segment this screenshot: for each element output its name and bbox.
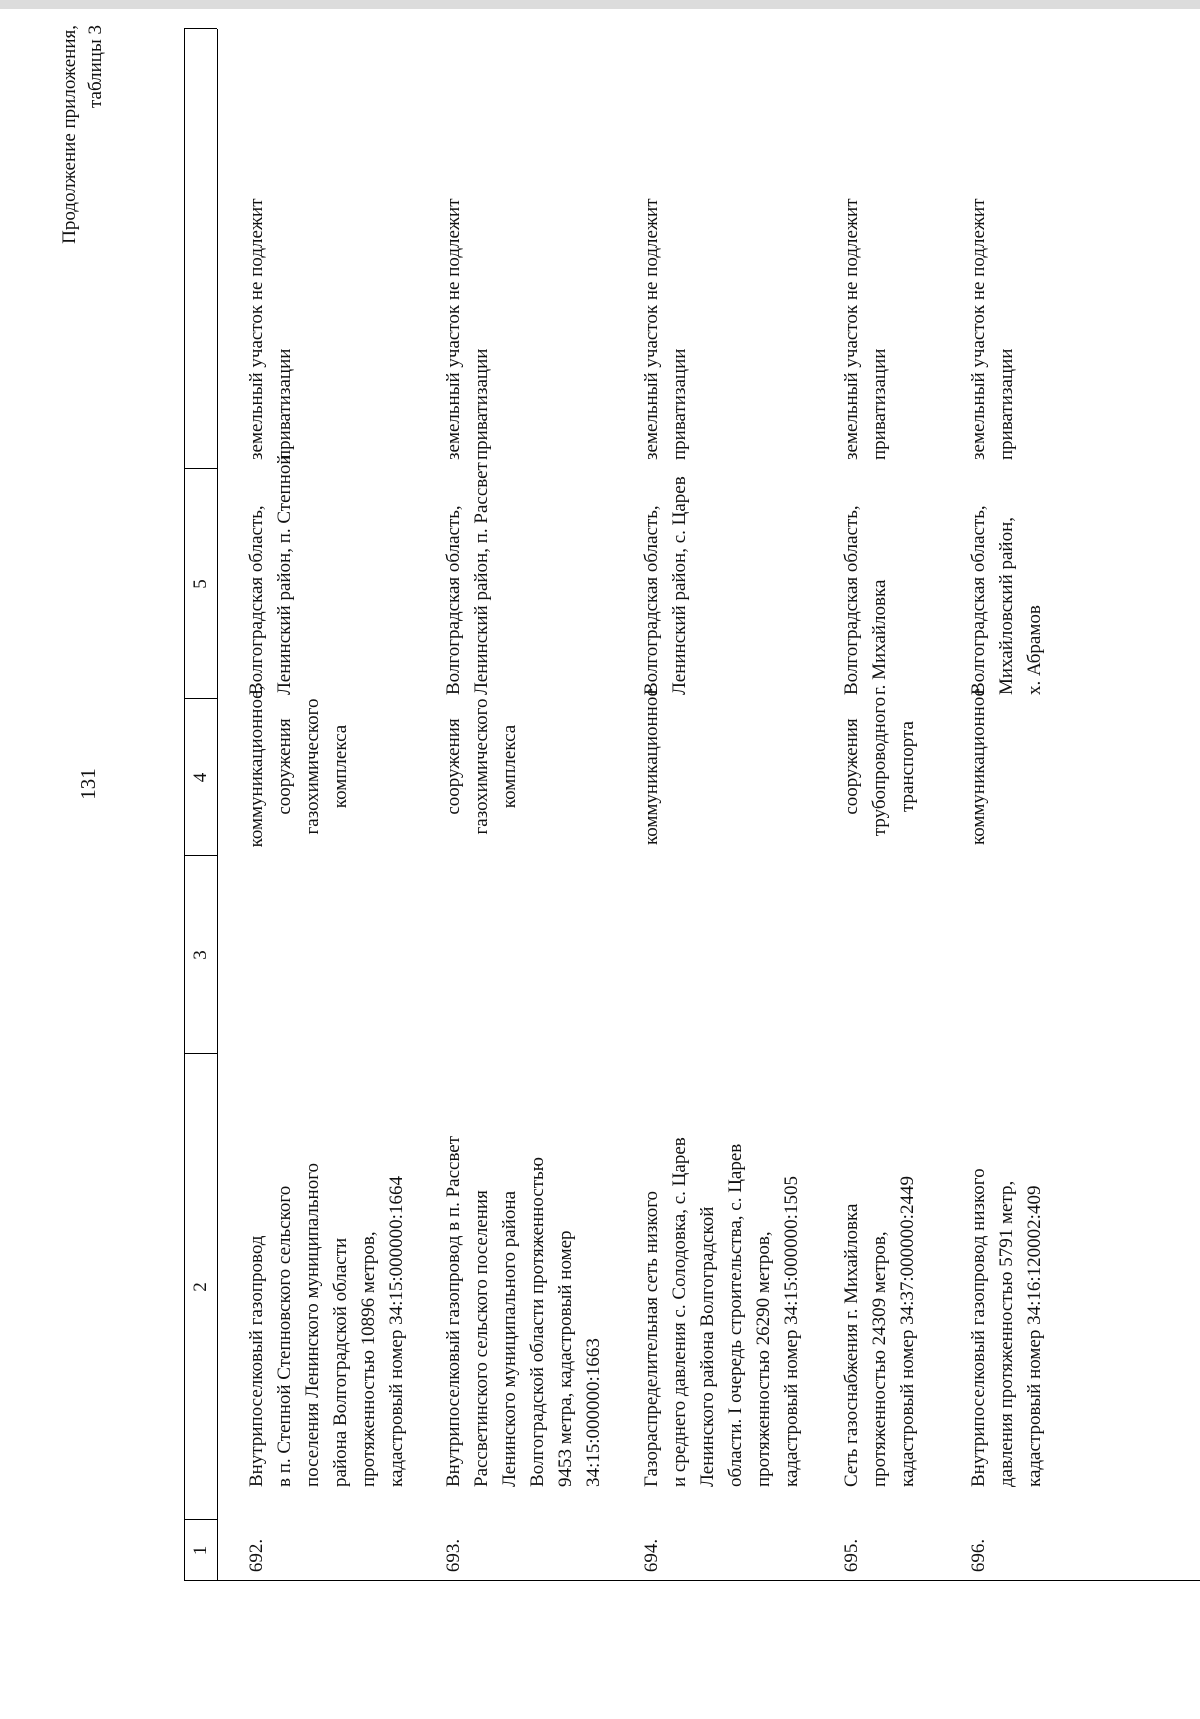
object-note-line: земельный участок не подлежит <box>246 198 267 460</box>
object-location-line: г. Михайловка <box>869 579 890 695</box>
object-description <box>440 1059 608 1487</box>
object-description-line: Внутрипоселковый газопровод <box>246 1235 267 1487</box>
object-description-line: поселения Ленинского муниципального <box>302 1162 323 1487</box>
object-type <box>243 684 355 849</box>
continuation-line-1: Продолжение приложения, <box>59 25 80 244</box>
object-note-line: приватизации <box>274 348 295 460</box>
object-description-line: кадастровый номер 34:16:120002:409 <box>1024 1185 1045 1487</box>
object-description-line: Газораспределительная сеть низкого <box>641 1190 662 1487</box>
object-description-line: давления протяженностью 5791 метр, <box>996 1180 1017 1487</box>
object-description-line: кадастровый номер 34:15:000000:1664 <box>386 1176 407 1487</box>
object-description <box>243 1059 411 1487</box>
object-type-line: комплекса <box>499 724 520 809</box>
object-description-line: Ленинского района Волгоградской <box>697 1206 718 1487</box>
object-type <box>965 684 993 849</box>
object-description-line: Ленинского муниципального района <box>499 1190 520 1487</box>
object-description-line: Внутрипоселковый газопровод низкого <box>968 1168 989 1487</box>
object-description-line: протяженностью 10896 метров, <box>358 1231 379 1487</box>
object-type <box>638 684 666 849</box>
object-note <box>838 60 894 460</box>
object-note <box>638 60 694 460</box>
object-description-line: Рассветинского сельского поселения <box>471 1190 492 1487</box>
object-description-line: протяженностью 24309 метров, <box>869 1231 890 1487</box>
row-number: 693. <box>443 1538 464 1573</box>
continuation-note <box>57 25 109 244</box>
object-type-line: газохимического <box>302 698 323 835</box>
object-description-line: протяженностью 26290 метров, <box>753 1231 774 1487</box>
object-note <box>243 60 299 460</box>
object-description <box>965 1059 1049 1487</box>
object-type-line: транспорта <box>897 721 918 812</box>
object-location <box>638 465 694 695</box>
object-type-line: коммуникационное <box>641 688 662 846</box>
row-number: 694. <box>641 1538 662 1573</box>
column-header-1: 1 <box>190 1545 211 1556</box>
object-note <box>440 60 496 460</box>
object-note-line: приватизации <box>471 348 492 460</box>
object-description-line: области. I очередь строительства, с. Царев <box>725 1143 746 1487</box>
object-description-line: Волгоградской области протяженностью <box>527 1157 548 1487</box>
object-location <box>965 465 1049 695</box>
row-number: 695. <box>841 1538 862 1573</box>
object-note-line: земельный участок не подлежит <box>841 198 862 460</box>
object-type <box>838 684 922 849</box>
object-location-line: х. Абрамов <box>1024 605 1045 695</box>
object-description-line: 9453 метра, кадастровый номер <box>555 1230 576 1487</box>
object-description-line: кадастровый номер 34:37:000000:2449 <box>897 1176 918 1487</box>
column-header-2: 2 <box>190 1282 211 1292</box>
table-left-border <box>184 1580 1200 1581</box>
continuation-line-2: таблицы 3 <box>85 25 106 108</box>
table-header-divider <box>217 29 218 1581</box>
object-location-line: Волгоградская область, <box>246 505 267 695</box>
object-description-line: района Волгоградской области <box>330 1237 351 1487</box>
object-location-line: Ленинский район, с. Царев <box>669 476 690 695</box>
object-description <box>838 1059 922 1487</box>
table-top-border <box>184 29 185 1581</box>
object-description-line: в п. Степной Степновского сельского <box>274 1185 295 1487</box>
object-description <box>638 1059 806 1487</box>
column-header-3: 3 <box>190 950 211 960</box>
row-number: 692. <box>246 1538 267 1573</box>
object-location-line: Ленинский район, п. Рассвет <box>471 462 492 695</box>
object-location-line: Волгоградская область, <box>641 505 662 695</box>
object-type-line: трубопроводного <box>869 696 890 837</box>
object-type <box>440 684 524 849</box>
object-description-line: и среднего давления с. Солодовка, с. Царев <box>669 1137 690 1487</box>
object-location-line: Волгоградская область, <box>968 505 989 695</box>
object-note-line: земельный участок не подлежит <box>443 198 464 460</box>
column-header-4: 4 <box>190 772 211 783</box>
object-type-line: коммуникационное <box>968 688 989 846</box>
object-type-line: сооружения <box>443 718 464 815</box>
object-type-line: газохимического <box>471 698 492 835</box>
row-number: 696. <box>968 1538 989 1573</box>
object-location-line: Ленинский район, п. Степной <box>274 454 295 695</box>
object-note <box>965 60 1021 460</box>
object-location <box>243 454 299 695</box>
object-description-line: Сеть газоснабжения г. Михайловка <box>841 1203 862 1487</box>
object-type-line: сооружения <box>274 718 295 815</box>
object-description-line: 34:15:000000:1663 <box>583 1338 604 1487</box>
object-note-line: земельный участок не подлежит <box>641 198 662 460</box>
object-location-line: Михайловский район, <box>996 516 1017 695</box>
object-note-line: приватизации <box>996 348 1017 460</box>
object-note-line: приватизации <box>869 348 890 460</box>
object-note-line: земельный участок не подлежит <box>968 198 989 460</box>
object-location <box>838 465 894 695</box>
page-number: 131 <box>76 768 100 800</box>
object-description-line: кадастровый номер 34:15:000000:1505 <box>781 1176 802 1487</box>
column-header-5: 5 <box>190 579 211 589</box>
object-location-line: Волгоградская область, <box>443 505 464 695</box>
object-location <box>440 462 496 695</box>
object-type-line: коммуникационное, <box>246 685 267 848</box>
object-note-line: приватизации <box>669 348 690 460</box>
object-location-line: Волгоградская область, <box>841 505 862 695</box>
object-type-line: комплекса <box>330 724 351 809</box>
object-description-line: Внутрипоселковый газопровод в п. Рассвет <box>443 1135 464 1487</box>
object-type-line: сооружения <box>841 718 862 815</box>
table-right-border <box>184 28 217 29</box>
